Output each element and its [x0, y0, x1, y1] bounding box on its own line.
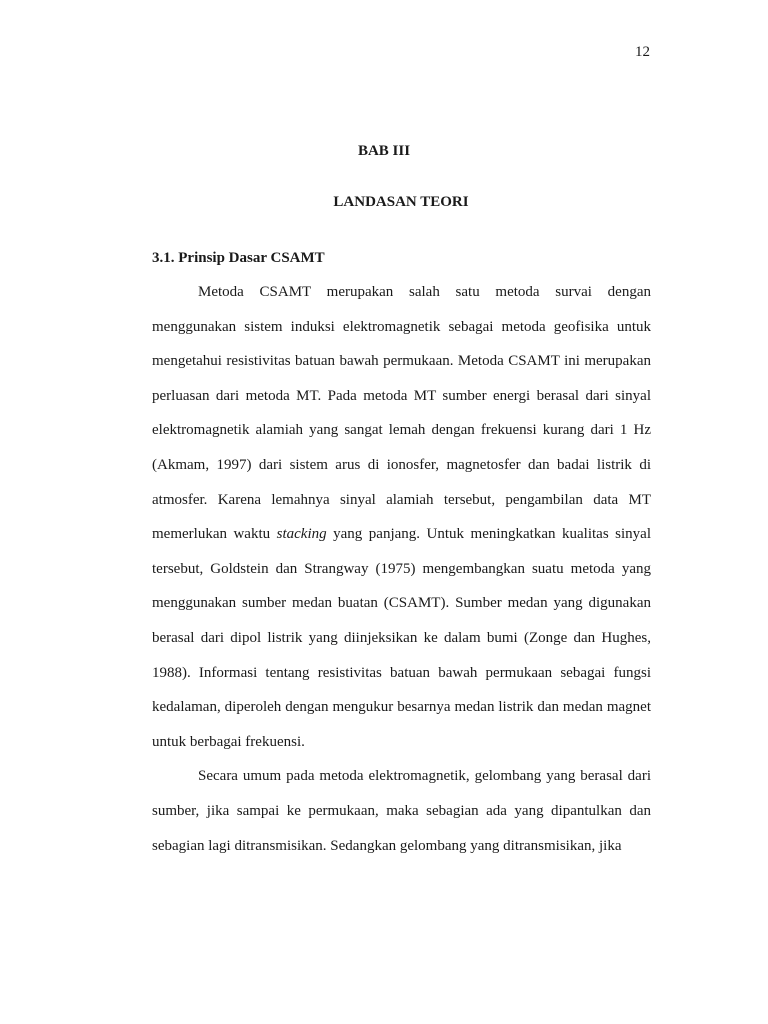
paragraph-1-text-a: Metoda CSAMT merupakan salah satu metoda survai dengan menggunakan sistem induksi elektromagnetik sebagai metoda geofisika untuk mengetahui resistivitas batuan bawah permukaan. Metoda CSAMT ini merupakan perluasan dari metoda MT. Pada metoda MT sumber energi berasal dari sinyal elektromagnetik alamiah yang sangat lemah dengan frekuensi kurang dari 1 Hz (Akmam, 1997) dari sistem arus di ionosfer, magnetosfer dan badai listrik di atmosfer. Karena lemahnya sinyal alamiah tersebut, pengambilan data MT memerlukan waktu	[152, 284, 651, 543]
paragraph-1-italic-term: stacking	[276, 526, 327, 543]
chapter-label: BAB III	[357, 143, 411, 159]
section-heading: 3.1. Prinsip Dasar CSAMT	[152, 250, 325, 266]
page-number: 12	[635, 44, 650, 60]
body-text	[152, 275, 651, 863]
paragraph-1	[152, 275, 651, 759]
paragraph-2: Secara umum pada metoda elektromagnetik, gelombang yang berasal dari sumber, jika sampai ke permukaan, maka sebagian ada yang dipantulkan dan sebagian lagi ditransmisikan. Sedangkan gelombang yang ditransmisikan, jika	[152, 768, 651, 854]
chapter-title: LANDASAN TEORI	[333, 194, 469, 210]
paragraph-1-text-b: yang panjang. Untuk meningkatkan kualitas sinyal tersebut, Goldstein dan Strangway (1975) mengembangkan suatu metoda yang menggunakan sumber medan buatan (CSAMT). Sumber medan yang digunakan berasal dari dipol listrik yang diinjeksikan ke dalam bumi (Zonge dan Hughes, 1988). Informasi tentang resistivitas batuan bawah permukaan sebagai fungsi kedalaman, diperoleh dengan mengukur besarnya medan listrik dan medan magnet untuk berbagai frekuensi.	[152, 526, 651, 750]
